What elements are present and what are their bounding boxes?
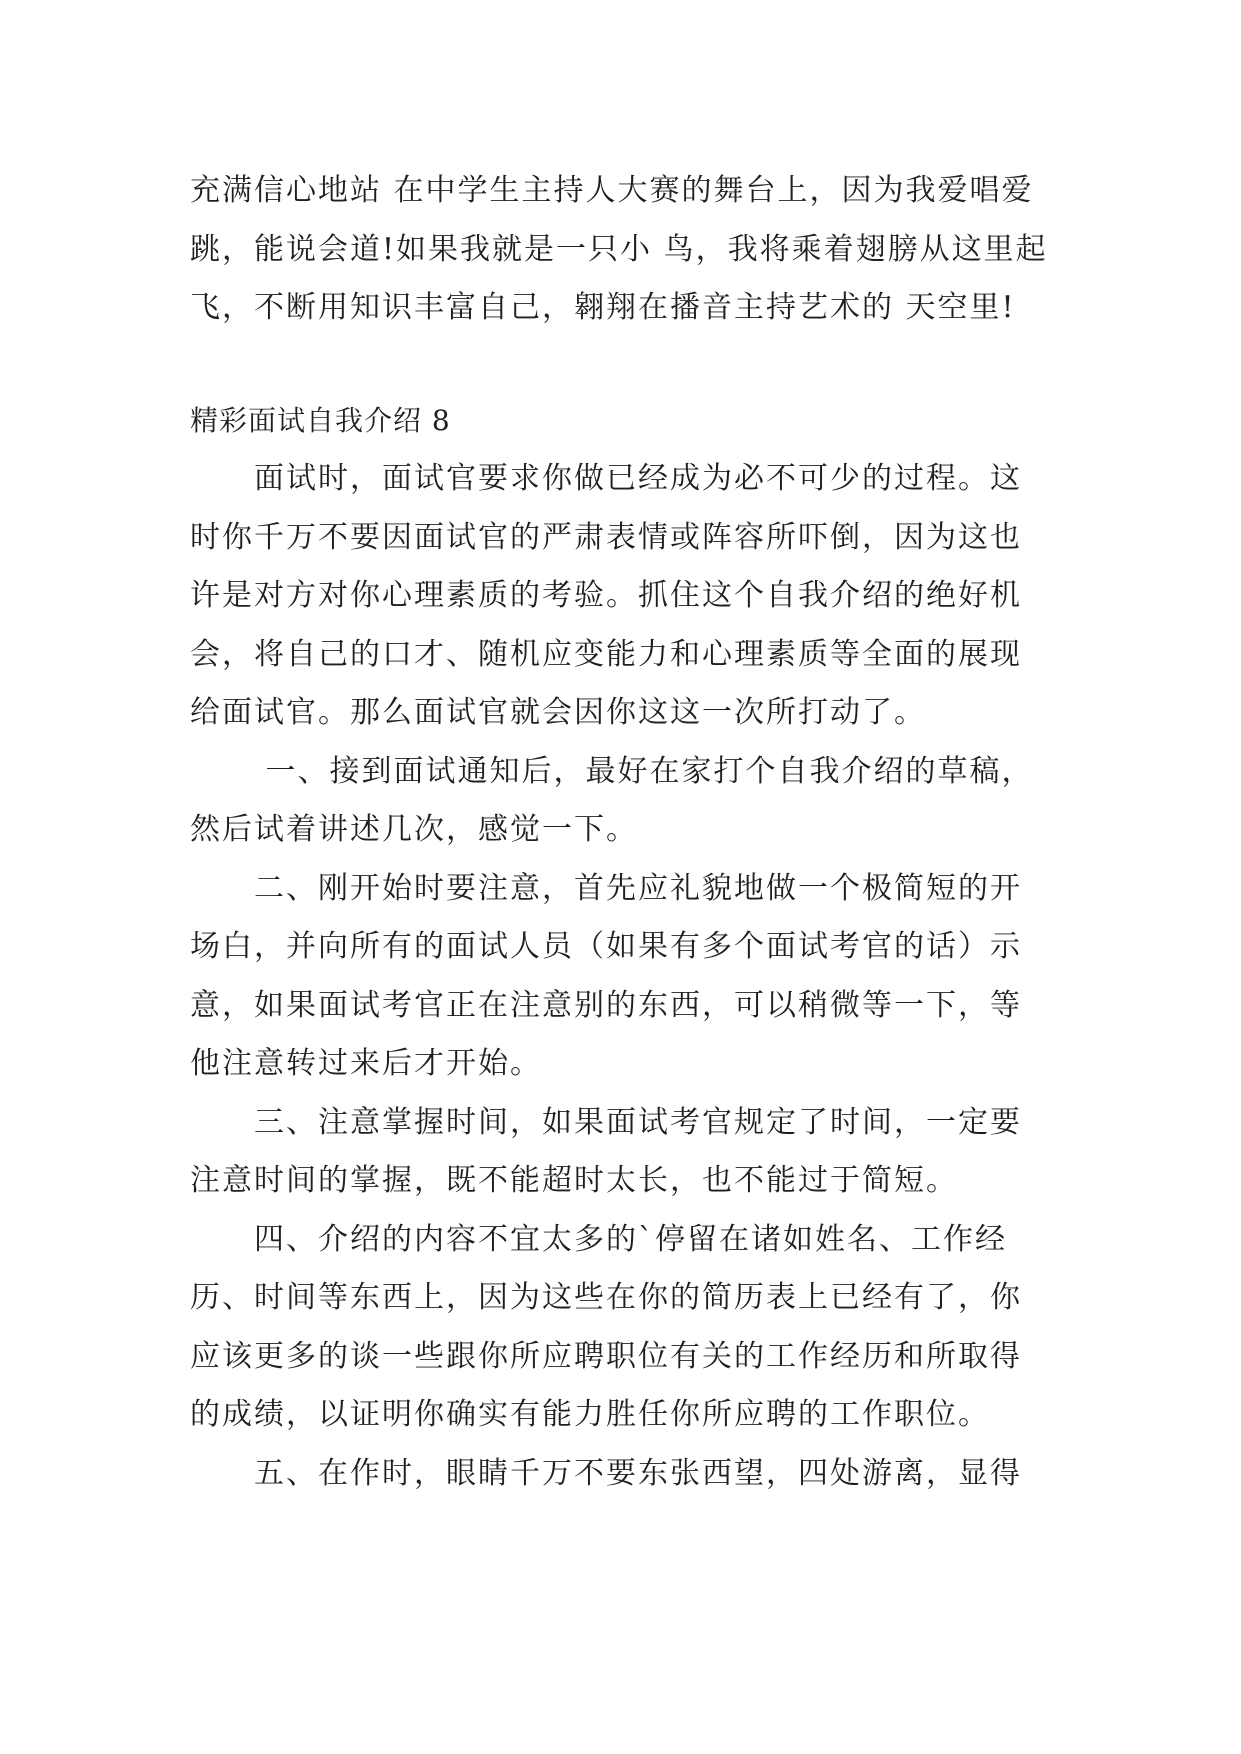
paragraph-2: 一、接到面试通知后，最好在家打个自我介绍的草稿，然后试着讲述几次，感觉一下。 <box>190 753 1034 847</box>
section-title: 精彩面试自我介绍 8 <box>190 403 451 437</box>
paragraph-6: 五、在作时，眼睛千万不要东张西望，四处游离，显得 <box>254 1455 1022 1491</box>
paragraph-1: 面试时，面试官要求你做已经成为必不可少的过程。这时你千万不要因面试官的严肃表情或阵容所吓倒，因为这也许是对方对你心理素质的考验。抓住这个自我介绍的绝好机会，将自己的口才、随机应变能力和心理素质等全面的展现给面试官。那么面试官就会因你这这一次所打动了。 <box>190 461 1022 730</box>
paragraph-4: 三、注意掌握时间，如果面试考官规定了时间，一定要注意时间的掌握，既不能超时太长，也不能过于简短。 <box>190 1104 1022 1198</box>
paragraph-3: 二、刚开始时要注意，首先应礼貌地做一个极简短的开场白，并向所有的面试人员（如果有多个面试考官的话）示意，如果面试考官正在注意别的东西，可以稍微等一下，等他注意转过来后才开始。 <box>190 870 1022 1081</box>
document-body <box>190 162 1050 1503</box>
paragraph-5: 四、介绍的内容不宜太多的`停留在诸如姓名、工作经历、时间等东西上，因为这些在你的简历表上已经有了，你应该更多的谈一些跟你所应聘职位有关的工作经历和所取得的成绩，以证明你确实有能力胜任你所应聘的工作职位。 <box>190 1221 1022 1432</box>
intro-paragraph: 充满信心地站 在中学生主持人大赛的舞台上，因为我爱唱爱跳，能说会道!如果我就是一只小 鸟，我将乘着翅膀从这里起飞，不断用知识丰富自己，翱翔在播音主持艺术的 天空里! <box>190 173 1048 325</box>
